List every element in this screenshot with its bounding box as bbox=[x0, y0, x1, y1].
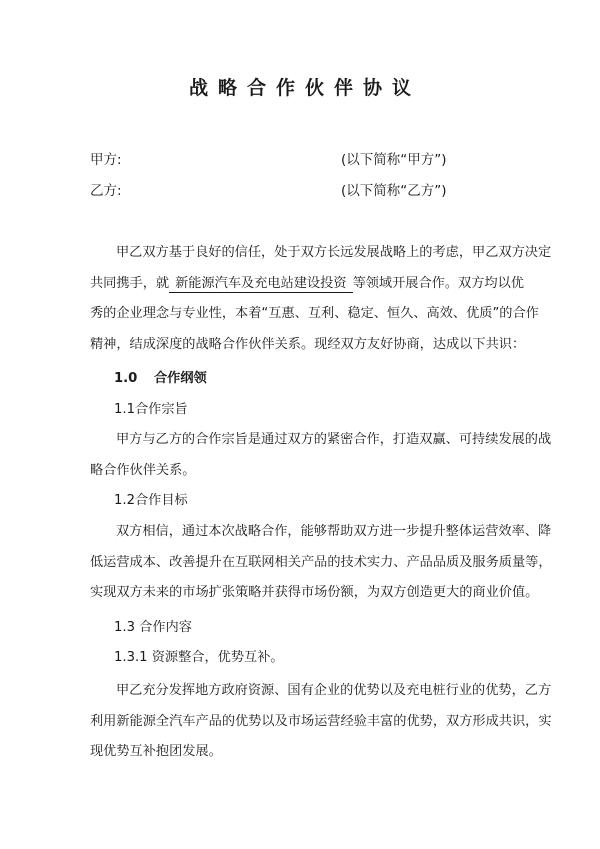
party-a-line bbox=[90, 149, 530, 171]
intro-line: 精神，结成深度的战略合作伙伴关系。现经双方友好协商，达成以下共识： bbox=[90, 336, 526, 352]
cooperation-field-underlined: 新能源汽车及充电站建设投资 bbox=[169, 276, 352, 293]
intro-line: 秀的企业理念与专业性，本着“互惠、互利、稳定、恒久、高效、优质”的合作 bbox=[90, 306, 539, 322]
subsection-1-3-1-heading: 1.3.1 资源整合，优势互补。 bbox=[114, 650, 284, 665]
subsection-1-2-body bbox=[90, 517, 552, 609]
body-line: 现优势互补抱团发展。 bbox=[90, 744, 222, 760]
body-line: 甲乙充分发挥地方政府资源、国有企业的优势以及充电桩行业的优势，乙方 bbox=[116, 683, 552, 698]
body-line: 略合作伙伴关系。 bbox=[90, 462, 196, 478]
party-a-alias: (以下简称“甲方”) bbox=[341, 152, 447, 168]
subsection-1-2-heading: 1.2合作目标 bbox=[114, 493, 188, 508]
body-line: 低运营成本、改善提升在互联网相关产品的技术实力、产品品质及服务质量等， bbox=[90, 554, 552, 570]
section-heading bbox=[114, 368, 207, 390]
party-b-alias: (以下简称“乙方”) bbox=[341, 183, 447, 199]
party-b-line bbox=[90, 180, 530, 202]
subsection-1-3-heading: 1.3 合作内容 bbox=[114, 620, 192, 635]
body-line: 双方相信，通过本次战略合作，能够帮助双方进一步提升整体运营效率、降 bbox=[116, 524, 552, 539]
document-title: 战略合作伙伴协议 bbox=[188, 77, 421, 99]
body-line: 利用新能源全汽车产品的优势以及市场运营经验丰富的优势，双方形成共识，实 bbox=[90, 713, 552, 729]
party-b-label: 乙方: bbox=[90, 183, 122, 199]
intro-line: 甲乙双方基于良好的信任，处于双方长远发展战略上的考虑，甲乙双方决定 bbox=[116, 245, 552, 260]
intro-line2-suffix: 等领域开展合作。双方均以优 bbox=[352, 275, 524, 291]
body-line: 实现双方未来的市场扩张策略并获得市场份额，为双方创造更大的商业价值。 bbox=[90, 585, 539, 601]
section-title: 合作纲领 bbox=[154, 371, 207, 386]
intro-line-with-field bbox=[90, 269, 524, 300]
party-a-label: 甲方: bbox=[90, 152, 122, 168]
intro-paragraph bbox=[90, 238, 552, 360]
subsection-1-1-heading: 1.1合作宗旨 bbox=[114, 402, 188, 417]
intro-line2-prefix: 共同携手，就 bbox=[90, 275, 170, 291]
subsection-1-1-body bbox=[90, 425, 552, 486]
body-line: 甲方与乙方的合作宗旨是通过双方的紧密合作，打造双赢、可持续发展的战 bbox=[116, 432, 552, 447]
subsection-1-3-body bbox=[90, 676, 552, 768]
section-number: 1.0 bbox=[114, 371, 138, 386]
